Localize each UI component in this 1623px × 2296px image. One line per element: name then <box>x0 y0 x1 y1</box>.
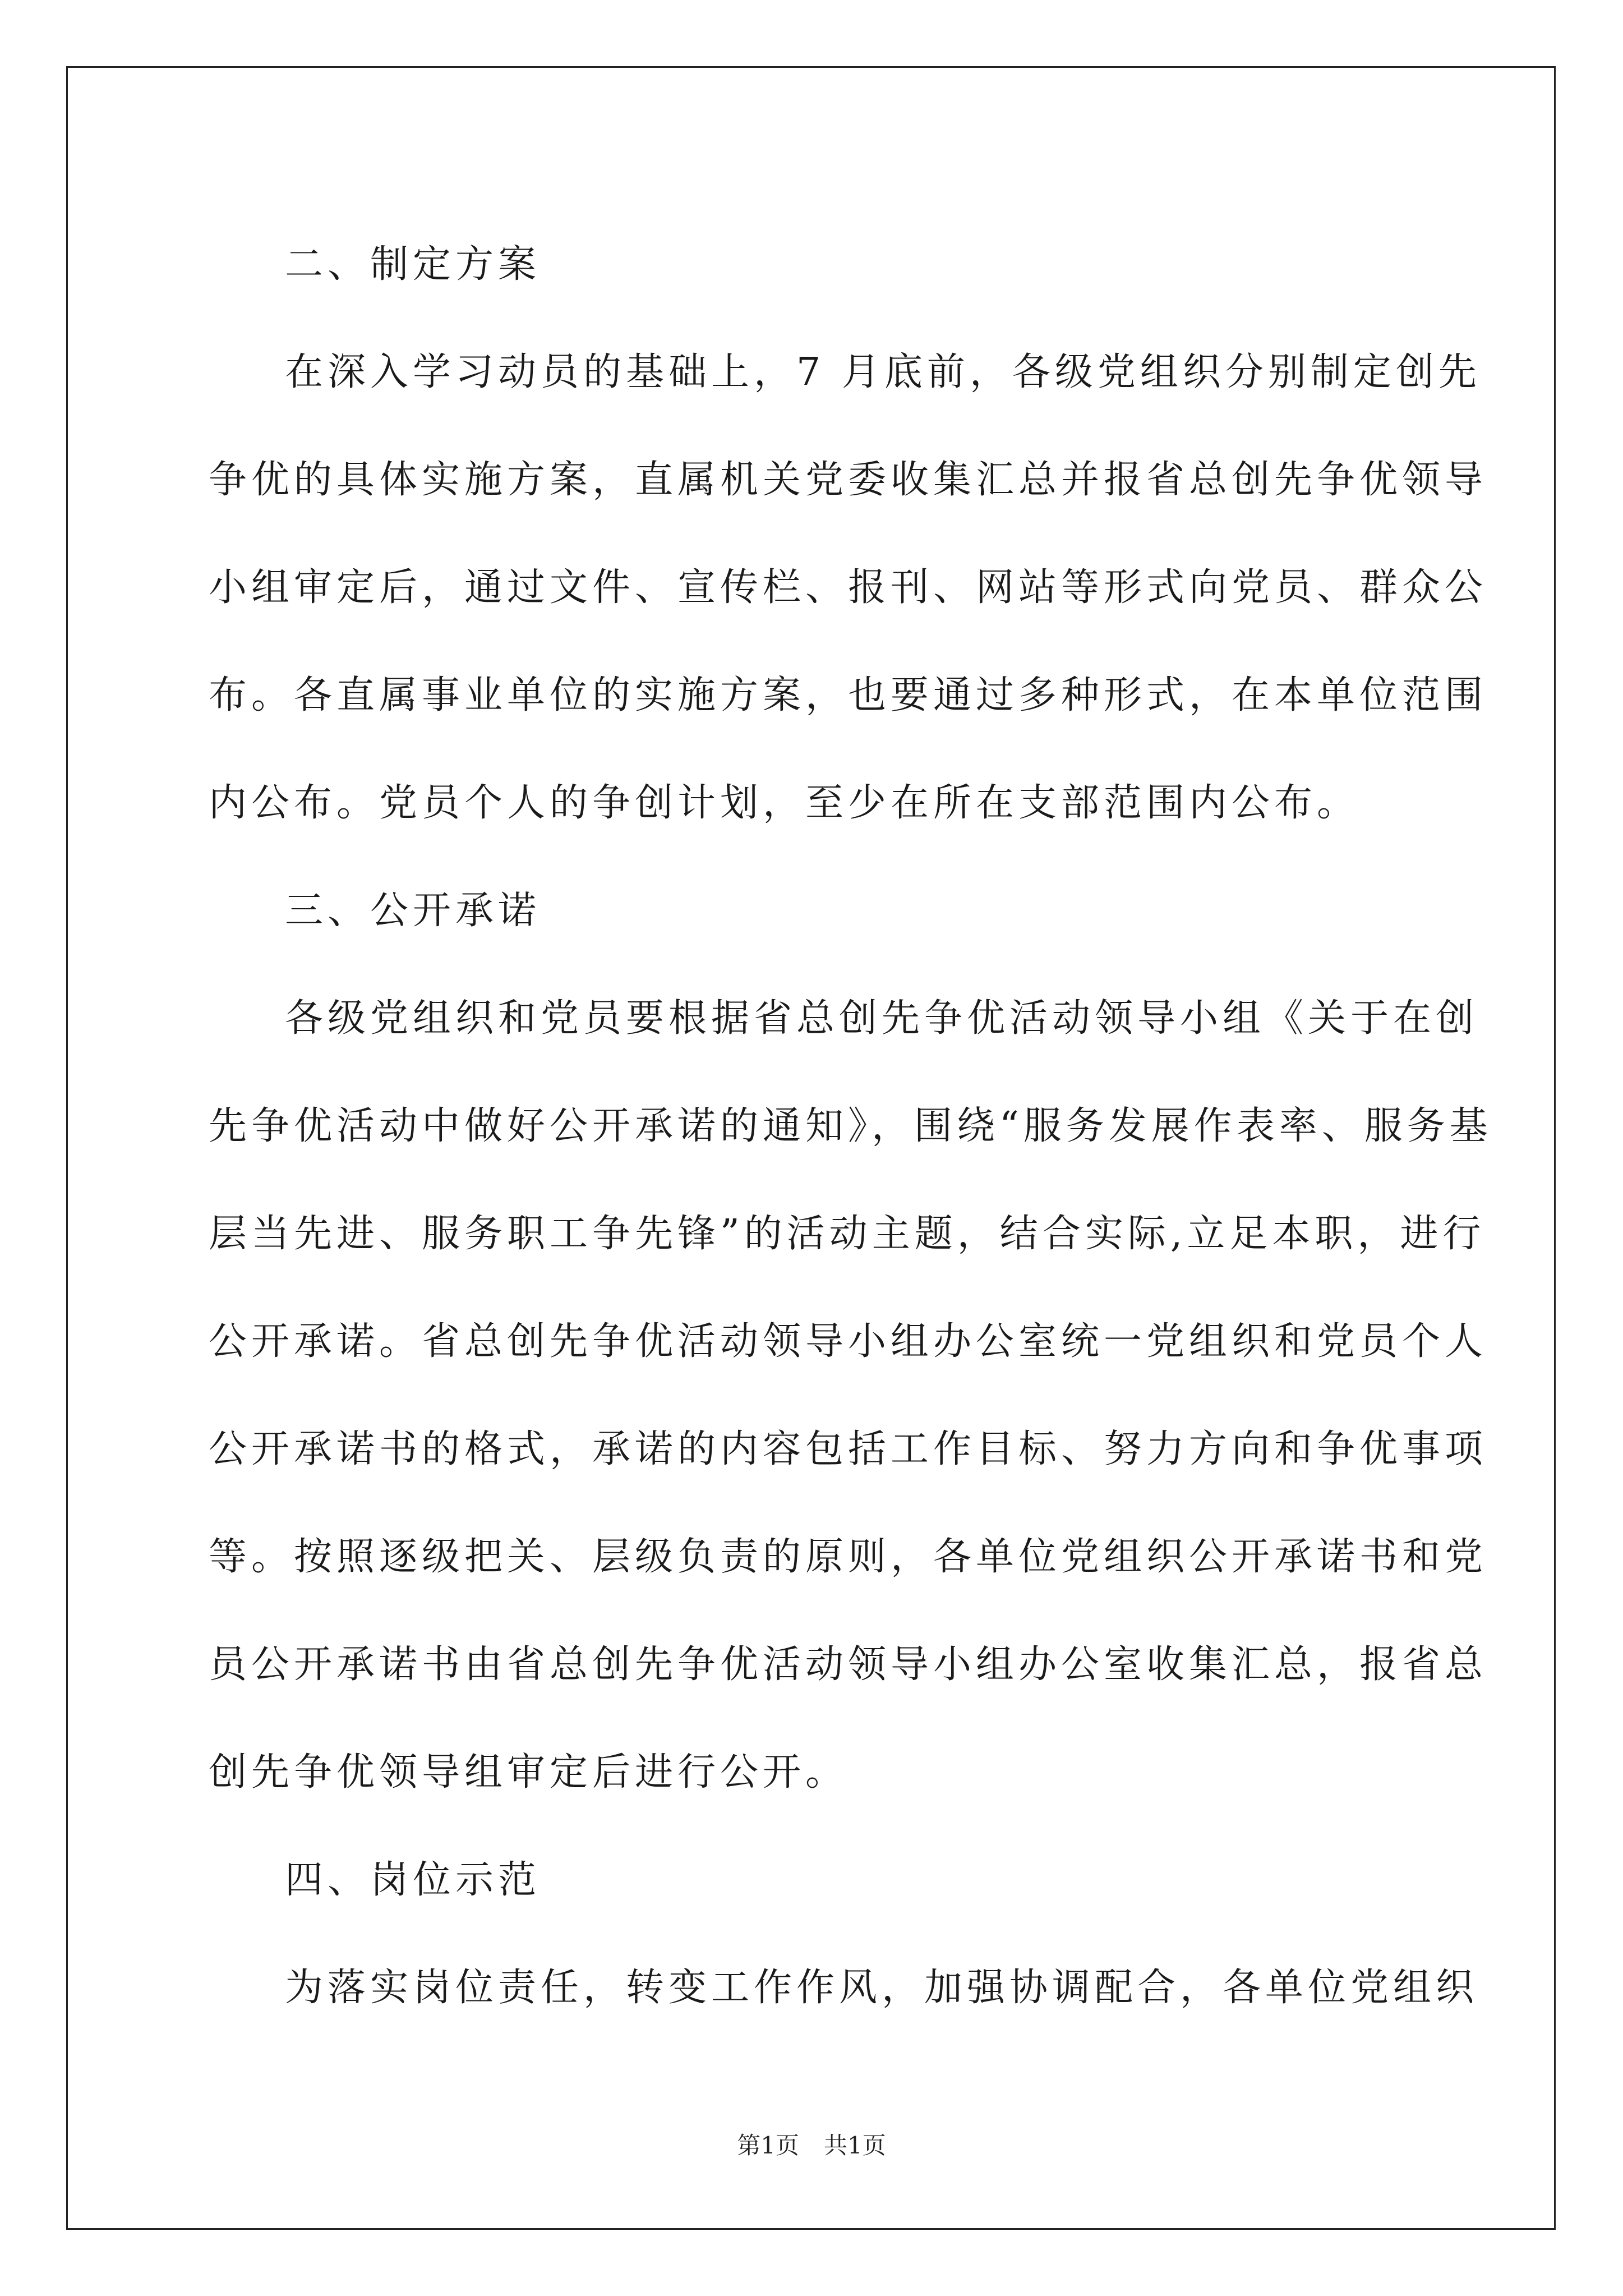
text-line: 公开承诺。省总创先争优活动领导小组办公室统一党组织和党员个人 <box>209 1319 1488 1364</box>
text-line: 二、制定方案 <box>285 242 541 287</box>
text-line: 争优的具体实施方案，直属机关党委收集汇总并报省总创先争优领导 <box>209 458 1488 502</box>
text-line: 员公开承诺书由省总创先争优活动领导小组办公室收集汇总，报省总 <box>209 1642 1488 1687</box>
text-line: 公开承诺书的格式，承诺的内容包括工作目标、努力方向和争优事项 <box>209 1427 1488 1471</box>
page-total: 共1页 <box>824 2132 886 2159</box>
text-line: 先争优活动中做好公开承诺的通知》，围绕“服务发展作表率、服务基 <box>209 1104 1492 1148</box>
text-line: 等。按照逐级把关、层级负责的原则，各单位党组织公开承诺书和党 <box>209 1535 1488 1579</box>
text-line: 小组审定后，通过文件、宣传栏、报刊、网站等形式向党员、群众公 <box>209 565 1488 610</box>
text-line: 布。各直属事业单位的实施方案，也要通过多种形式，在本单位范围 <box>209 673 1488 717</box>
text-line: 内公布。党员个人的争创计划，至少在所在支部范围内公布。 <box>209 781 1360 825</box>
document-body <box>209 211 1492 2042</box>
text-line: 层当先进、服务职工争先锋”的活动主题，结合实际,立足本职，进行 <box>209 1212 1486 1256</box>
page-number: 第1页 <box>737 2132 799 2159</box>
text-line: 四、岗位示范 <box>285 1858 541 1902</box>
text-line: 创先争优领导组审定后进行公开。 <box>209 1750 849 1795</box>
text-line: 在深入学习动员的基础上，7 月底前，各级党组织分别制定创先 <box>285 350 1481 394</box>
page-footer <box>0 2129 1623 2162</box>
text-line: 三、公开承诺 <box>285 889 541 933</box>
text-line: 各级党组织和党员要根据省总创先争优活动领导小组《关于在创 <box>285 996 1479 1041</box>
text-line: 为落实岗位责任，转变工作作风，加强协调配合，各单位党组织 <box>285 1966 1479 2010</box>
